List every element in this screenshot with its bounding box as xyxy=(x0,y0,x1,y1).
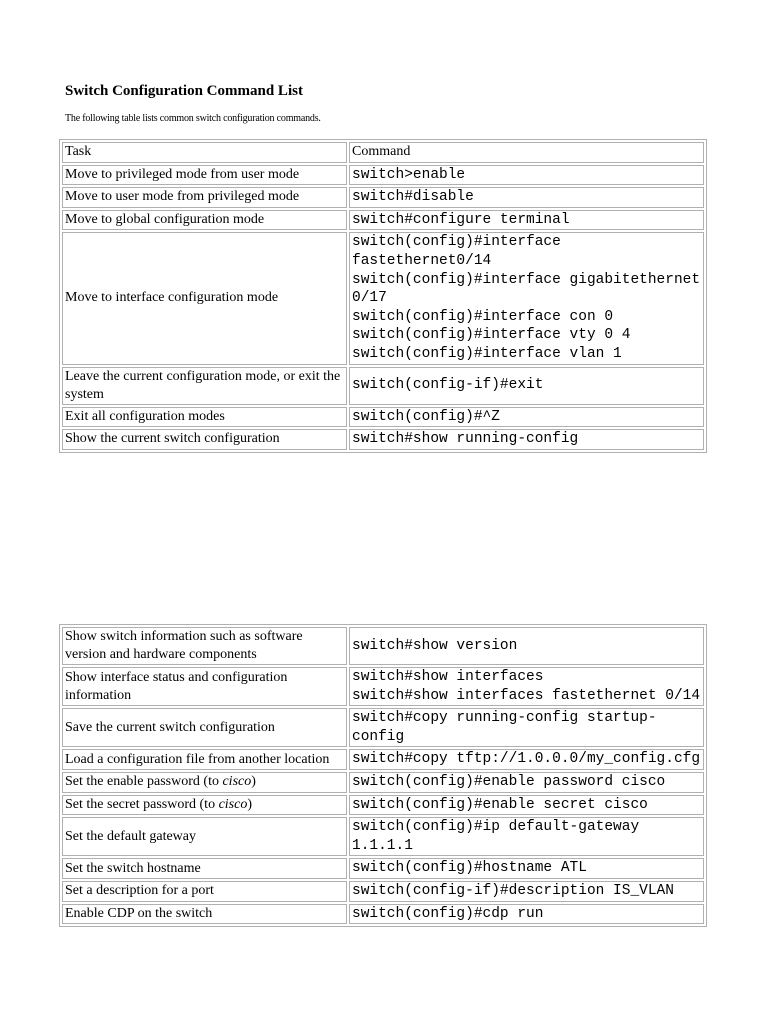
task-text: Set the enable password (to xyxy=(65,774,223,790)
table-row xyxy=(62,749,704,770)
task-emphasis: cisco xyxy=(218,796,248,812)
command-cell: switch(config)#interface fastethernet0/14 switch(config)#interface gigabitethernet 0/17 switch(config)#interface con 0 switch(config)#interface vty 0 4 switch(config)#interface vlan 1 xyxy=(349,232,704,364)
table-row xyxy=(62,627,704,665)
task-text: Set the secret password (to xyxy=(65,796,219,812)
document-title: Switch Configuration Command List xyxy=(65,83,303,99)
command-table-2 xyxy=(59,624,707,927)
task-cell: Set a description for a port xyxy=(62,881,347,902)
command-cell: switch#copy running-config startup-config xyxy=(349,708,704,747)
command-cell: switch(config)#hostname ATL xyxy=(349,858,704,879)
command-cell: switch(config-if)#exit xyxy=(349,367,704,405)
table-row xyxy=(62,165,704,186)
task-cell: Show switch information such as software version and hardware components xyxy=(62,627,347,665)
task-text: ) xyxy=(251,774,256,790)
header-task: Task xyxy=(62,142,347,163)
table-row xyxy=(62,904,704,925)
table-row xyxy=(62,232,704,364)
intro-text: The following table lists common switch configuration commands. xyxy=(65,113,321,124)
command-cell: switch(config-if)#description IS_VLAN xyxy=(349,881,704,902)
command-table-1 xyxy=(59,139,707,453)
task-cell: Load a configuration file from another location xyxy=(62,749,347,770)
table-row xyxy=(62,367,704,405)
command-cell: switch>enable xyxy=(349,165,704,186)
command-cell: switch(config)#cdp run xyxy=(349,904,704,925)
command-cell: switch(config)#ip default-gateway 1.1.1.1 xyxy=(349,817,704,856)
task-emphasis: cisco xyxy=(222,774,252,790)
task-cell: Move to privileged mode from user mode xyxy=(62,165,347,186)
table-row xyxy=(62,772,704,793)
table-row xyxy=(62,817,704,856)
table-header-row xyxy=(62,142,704,163)
command-cell: switch(config)#enable password cisco xyxy=(349,772,704,793)
header-command: Command xyxy=(349,142,704,163)
table-row xyxy=(62,210,704,231)
task-cell: Save the current switch configuration xyxy=(62,708,347,747)
task-text: ) xyxy=(247,796,253,812)
task-cell: Show interface status and configuration information xyxy=(62,667,347,706)
table-row xyxy=(62,708,704,747)
task-cell: Move to global configuration mode xyxy=(62,210,347,231)
command-cell: switch(config)#^Z xyxy=(349,407,704,428)
command-cell: switch#show running-config xyxy=(349,429,704,450)
command-cell: switch#show version xyxy=(349,627,704,665)
task-cell: Move to interface configuration mode xyxy=(62,232,347,364)
table-row xyxy=(62,881,704,902)
command-cell: switch#disable xyxy=(349,187,704,208)
command-cell: switch#configure terminal xyxy=(349,210,704,231)
task-cell: Set the default gateway xyxy=(62,817,347,856)
table-row xyxy=(62,667,704,706)
task-cell xyxy=(62,772,347,793)
command-cell: switch(config)#enable secret cisco xyxy=(349,795,704,816)
task-cell: Move to user mode from privileged mode xyxy=(62,187,347,208)
task-cell: Set the switch hostname xyxy=(62,858,347,879)
task-cell: Leave the current configuration mode, or exit the system xyxy=(62,367,347,405)
table-row xyxy=(62,407,704,428)
task-cell xyxy=(62,795,347,816)
task-cell: Show the current switch configuration xyxy=(62,429,347,450)
task-cell: Exit all configuration modes xyxy=(62,407,347,428)
command-cell: switch#show interfaces switch#show interfaces fastethernet 0/14 xyxy=(349,667,704,706)
table-row xyxy=(62,429,704,450)
command-cell: switch#copy tftp://1.0.0.0/my_config.cfg xyxy=(349,749,704,770)
table-row xyxy=(62,795,704,816)
table-row xyxy=(62,858,704,879)
table-row xyxy=(62,187,704,208)
task-cell: Enable CDP on the switch xyxy=(62,904,347,925)
